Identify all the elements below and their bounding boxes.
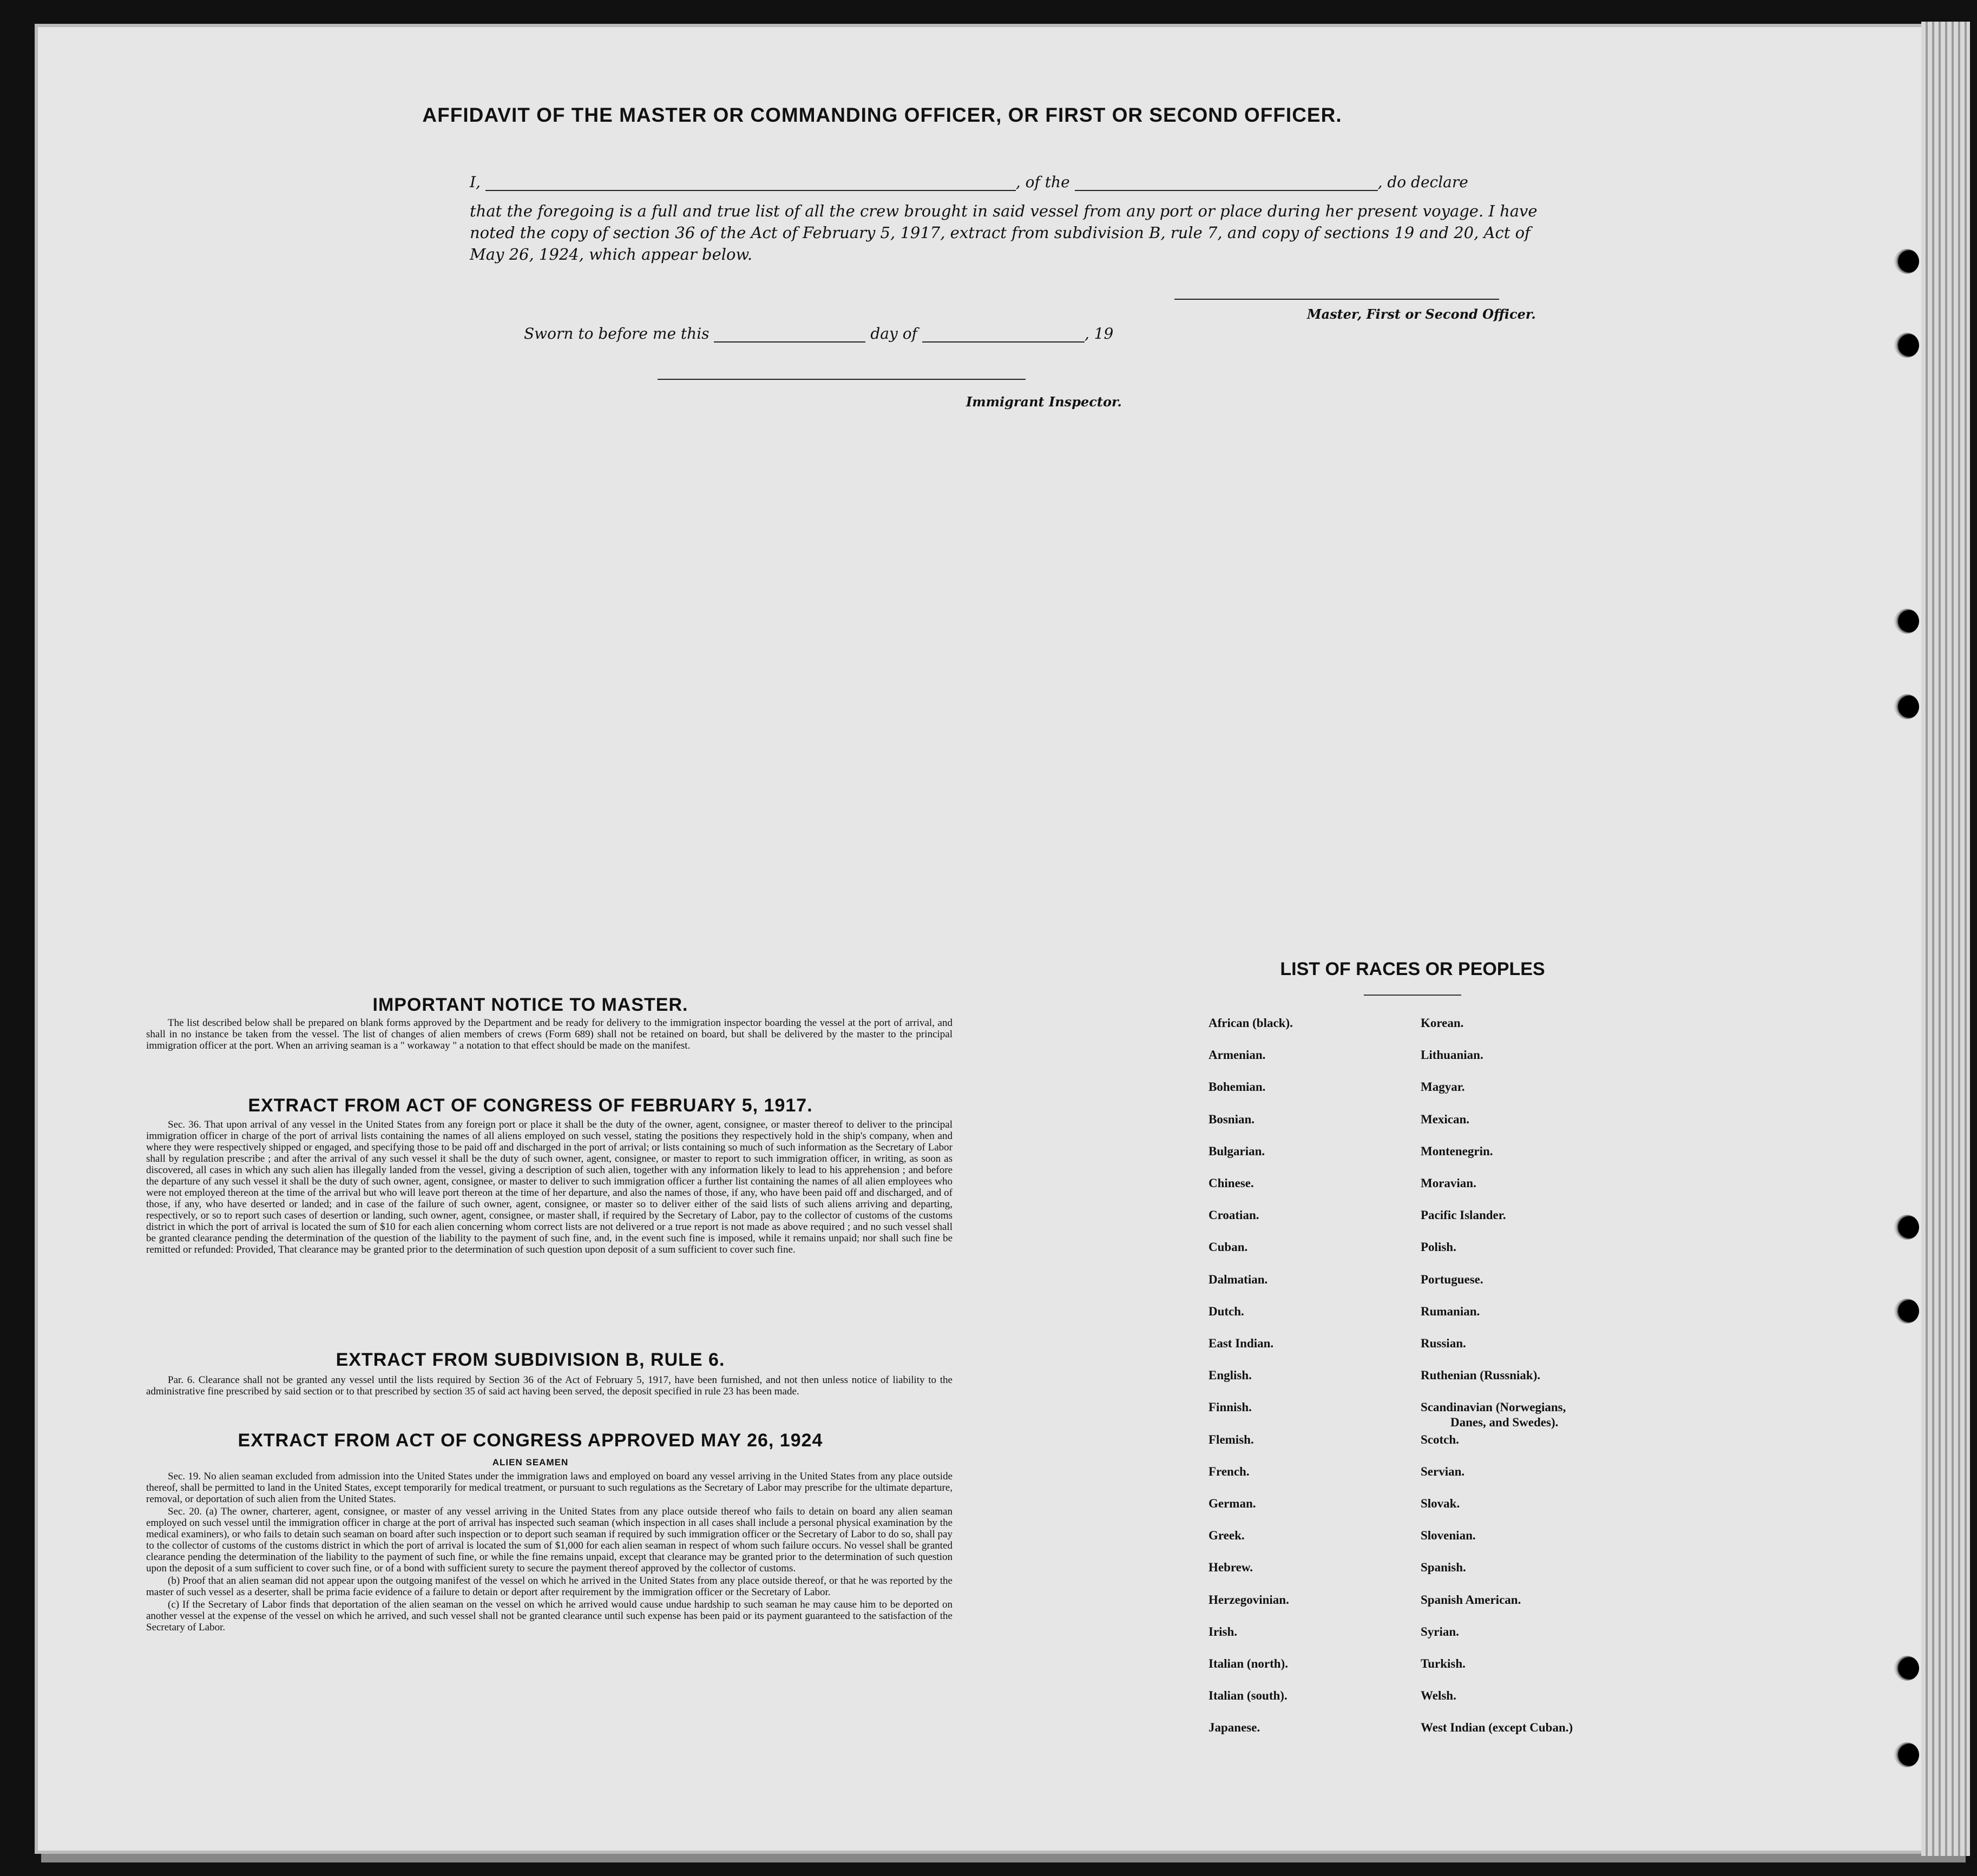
race-item: Montenegrin. <box>1421 1144 1493 1158</box>
race-item: English. <box>1208 1368 1252 1383</box>
extract-rule6-title: EXTRACT FROM SUBDIVISION B, RULE 6. <box>336 1350 725 1370</box>
race-item: Italian (north). <box>1208 1657 1288 1670</box>
race-item: Greek. <box>1208 1529 1245 1543</box>
race-item: Armenian. <box>1208 1048 1266 1062</box>
race-item: Spanish American. <box>1421 1592 1521 1607</box>
race-item: Herzegovinian. <box>1208 1592 1289 1607</box>
declaration-line <box>470 173 1541 191</box>
sworn-day-field[interactable] <box>714 327 865 343</box>
par6-paragraph: Par. 6. Clearance shall not be granted any vessel until the lists required by Section 36 of the Act of February 5, 1917, have been furnished, and not then unless notice of liability to the administrative fine prescribed by said section or to that prescribed by section 35 of said act having been served, the deposit specified in rule 23 has been made. <box>146 1374 953 1397</box>
race-item: Polish. <box>1421 1240 1456 1254</box>
sec36-paragraph: Sec. 36. That upon arrival of any vessel in the United States from any foreign port or place it shall be the duty of the owner, agent, consignee, or master thereof to deliver to the principal immigration officer in charge of the port of arrival lists containing the names of all aliens employed on such vessel, stating the positions they respectively hold in the ship's company, when and where they were respectively shipped or engaged, and specifying those to be paid off and discharged in the port of arrival; or lists containing so much of such information as the Secretary of Labor shall by regulation prescribe ; and after the arrival of any such vessel it shall be the duty of such owner, agent, consignee, or master to report to such immigration officer, in writing, as soon as discovered, all cases in which any such alien has illegally landed from the vessel, giving a description of such alien, together with any information likely to lead to his apprehension ; and before the departure of any such vessel it shall be the duty of such owner, agent, consignee, or master to deliver to such immigration officer a further list containing the names of all alien employees who were not employed thereon at the time of the arrival but who will leave port thereon at the time of her departure, and also the names of those, if any, who have been paid off and discharged, and of those, if any, who have deserted or landed; and in case of the failure of such owner, agent, consignee, or master so to deliver either of the said lists of such aliens arriving and departing, respectively, or so to report such cases of desertion or landing, such owner, agent, consignee, or master shall, if required by the Secretary of Labor, pay to the collector of customs of the customs district in which the port of arrival is located the sum of $10 for each alien concerning whom correct lists are not delivered or a true report is not made as above required ; and no such vessel shall be granted clearance pending the determination of the question of the liability to the payment of such fine, and, in the event such fine is imposed, while it remains unpaid; nor shall such fine be remitted or refunded: Provided, That clearance may be granted prior to the determination of such question upon deposit of a sum sufficient to cover such fine. <box>146 1119 953 1255</box>
affidavit-statement: that the foregoing is a full and true list of all the crew brought in said vessel from any port or place during her present voyage. I have noted the copy of section 36 of the Act of February 5, 1917, extract from subdivision B, rule 7, and copy of sections 19 and 20, Act of May 26, 1924, which appear below. <box>470 202 1538 264</box>
race-item: Lithuanian. <box>1421 1048 1483 1062</box>
race-item: African (black). <box>1208 1016 1293 1030</box>
inspector-signature-label: Immigrant Inspector. <box>966 394 1122 410</box>
extract-1917-text <box>146 1119 953 1256</box>
race-item: Spanish. <box>1421 1561 1466 1575</box>
sec19-paragraph: Sec. 19. No alien seaman excluded from admission into the United States under the immigration laws and employed on board any vessel arriving in the United States from any place outside thereof, shall be permitted to land in the United States, except temporarily for medical treatment, or pursuant to such regulations as the Secretary of Labor may prescribe for the ultimate departure, removal, or deportation of such alien from the United States. <box>146 1471 953 1505</box>
do-declare-label: , do declare <box>1377 173 1468 191</box>
notice-text <box>146 1017 953 1052</box>
vessel-name-field[interactable] <box>1075 176 1378 191</box>
race-item: Bosnian. <box>1208 1112 1255 1126</box>
of-the-label: , of the <box>1015 173 1070 191</box>
master-signature-label: Master, First or Second Officer. <box>1307 306 1536 322</box>
sworn-label: Sworn to before me this <box>524 325 710 343</box>
race-item: Slovenian. <box>1421 1529 1476 1543</box>
master-name-field[interactable] <box>485 176 1016 191</box>
race-item: Hebrew. <box>1208 1561 1253 1575</box>
sec20a-paragraph: Sec. 20. (a) The owner, charterer, agent, consignee, or master of any vessel arriving in the United States from any place outside thereof who fails to detain on board any alien seaman employed on such vessel until the immigration officer in charge at the port of arrival has inspected such seaman (which inspection in all cases shall include a personal physical examination by the medical examiners), or who fails to detain such seaman on board after such inspection or to deport such seaman if required by such immigration officer or the Secretary of Labor to do so, shall pay to the collector of customs of the customs district in which the port of arrival is located the sum of $1,000 for each alien seaman in respect of whom such failure occurs. No vessel shall be granted clearance pending the determination of the liability to the payment of such fine, or while the fine remains unpaid, except that clearance may be granted prior to the determination of such question upon the deposit of a sum sufficient to cover such fine, or of a bond with sufficient surety to secure the payment thereof approved by the collector of customs. <box>146 1506 953 1574</box>
race-item: Scotch. <box>1421 1432 1459 1446</box>
sec20c-paragraph: (c) If the Secretary of Labor finds that deportation of the alien seaman on the vessel on which he arrived would cause undue hardship to such seaman he may cause him to be deported on another vessel at the expense of the vessel on which he arrived, and such vessel shall not be granted clearance until such expense has been paid or its payment guaranteed to the satisfaction of the Secretary of Labor. <box>146 1599 953 1633</box>
notice-title: IMPORTANT NOTICE TO MASTER. <box>372 995 688 1015</box>
race-item: Syrian. <box>1421 1624 1459 1638</box>
race-item: Danes, and Swedes). <box>1450 1416 1559 1430</box>
race-item: Slovak. <box>1421 1497 1460 1510</box>
sec20b-paragraph: (b) Proof that an alien seaman did not appear upon the outgoing manifest of the vessel on which he arrived in the United States from any place outside thereof, or that he was reported by the master of such vessel as a deserter, shall be prima facie evidence of a failure to detain or deport after requirement by the immigration officer or the Secretary of Labor. <box>146 1575 953 1598</box>
binder-hole <box>1894 694 1919 719</box>
affidavit-title: AFFIDAVIT OF THE MASTER OR COMMANDING OFFICER, OR FIRST OR SECOND OFFICER. <box>422 104 1342 126</box>
race-item: West Indian (except Cuban.) <box>1421 1721 1573 1735</box>
race-item: Japanese. <box>1208 1721 1260 1735</box>
binder-hole <box>1894 1742 1919 1767</box>
race-item: East Indian. <box>1208 1337 1274 1350</box>
binder-hole <box>1894 1656 1919 1681</box>
notice-paragraph: The list described below shall be prepared on blank forms approved by the Department and be ready for delivery to the immigration inspector boarding the vessel at the port of arrival, and shall in no instance be taken from the vessel. The list of changes of alien members of crews (Form 689) shall not be retained on board, but shall be delivered by the master to the principal immigration officer at the port. When an arriving seaman is a " workaway " a notation to that effect should be made on the manifest. <box>146 1017 953 1051</box>
extract-rule6-text <box>146 1374 953 1398</box>
extract-1924-text <box>146 1471 953 1634</box>
race-item: Italian (south). <box>1208 1689 1288 1703</box>
binder-hole <box>1894 249 1919 274</box>
sworn-month-field[interactable] <box>922 327 1085 343</box>
inspector-signature-line[interactable] <box>658 379 1026 380</box>
i-label: I, <box>470 173 481 191</box>
binder-hole <box>1894 1215 1919 1240</box>
binder-hole <box>1894 333 1919 358</box>
race-item: Finnish. <box>1208 1400 1252 1414</box>
race-item: Pacific Islander. <box>1421 1208 1506 1222</box>
race-item: Mexican. <box>1421 1112 1470 1126</box>
binder-hole <box>1894 1299 1919 1324</box>
race-item: Turkish. <box>1421 1657 1466 1670</box>
races-divider <box>1364 995 1461 996</box>
day-of-label: day of <box>870 325 917 343</box>
race-item: Dutch. <box>1208 1304 1244 1318</box>
race-item: Dalmatian. <box>1208 1272 1268 1286</box>
race-item: Bulgarian. <box>1208 1144 1265 1158</box>
race-item: Scandinavian (Norwegians, <box>1421 1400 1566 1414</box>
page-edge-stack <box>1921 22 1970 1856</box>
race-item: Rumanian. <box>1421 1304 1480 1318</box>
race-item: Magyar. <box>1421 1080 1465 1094</box>
year-prefix-label: , 19 <box>1084 325 1114 343</box>
race-item: Ruthenian (Russniak). <box>1421 1368 1541 1383</box>
sworn-line <box>524 325 1227 343</box>
race-item: Flemish. <box>1208 1432 1254 1446</box>
binder-hole <box>1894 609 1919 634</box>
race-item: Korean. <box>1421 1016 1464 1030</box>
race-item: Irish. <box>1208 1624 1238 1638</box>
race-item: German. <box>1208 1497 1256 1510</box>
extract-1924-title: EXTRACT FROM ACT OF CONGRESS APPROVED MAY 26, 1924 <box>238 1430 823 1451</box>
race-item: Portuguese. <box>1421 1272 1483 1286</box>
race-item: Moravian. <box>1421 1176 1476 1190</box>
race-item: Servian. <box>1421 1464 1465 1478</box>
race-item: Russian. <box>1421 1337 1466 1350</box>
alien-seamen-subtitle: ALIEN SEAMEN <box>492 1457 569 1467</box>
extract-1917-title: EXTRACT FROM ACT OF CONGRESS OF FEBRUARY 5, 1917. <box>248 1095 813 1116</box>
master-signature-line[interactable] <box>1174 299 1499 300</box>
race-item: Welsh. <box>1421 1689 1456 1703</box>
races-title: LIST OF RACES OR PEOPLES <box>1280 959 1545 979</box>
race-item: French. <box>1208 1464 1250 1478</box>
race-item: Chinese. <box>1208 1176 1254 1190</box>
race-item: Croatian. <box>1208 1208 1259 1222</box>
race-item: Cuban. <box>1208 1240 1248 1254</box>
race-item: Bohemian. <box>1208 1080 1266 1094</box>
